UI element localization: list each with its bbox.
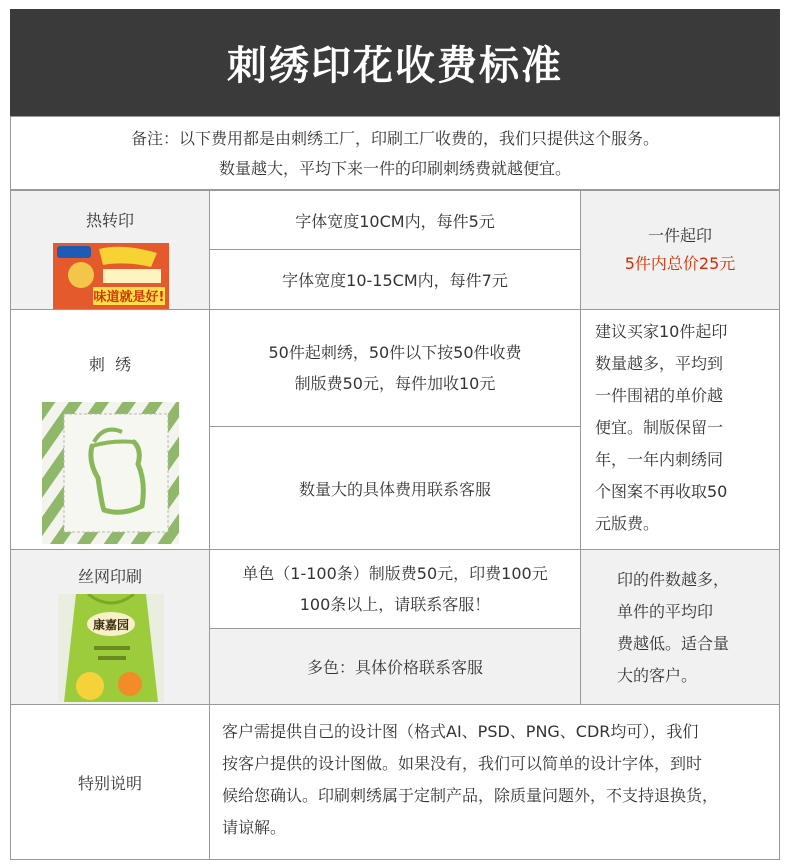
note-box bbox=[10, 116, 780, 190]
heat-transfer-min-order: 一件起印 bbox=[647, 226, 712, 245]
screen-print-sample-image bbox=[58, 594, 164, 702]
screen-print-advice-line: 大的客户。 bbox=[617, 666, 698, 685]
embroidery-label-cell bbox=[10, 309, 210, 550]
page-title: 刺绣印花收费标准 bbox=[227, 42, 563, 89]
special-notes-cell bbox=[209, 704, 780, 860]
special-label-cell bbox=[10, 704, 210, 860]
screen-print-price-1-line-1: 单色（1-100条）制版费50元，印费100元 bbox=[242, 564, 548, 583]
screen-print-price-1 bbox=[209, 549, 581, 629]
heat-transfer-label: 热转印 bbox=[85, 211, 134, 230]
screen-print-advice-line: 单件的平均印 bbox=[617, 602, 714, 621]
embroidery-advice-line: 便宜。制版保留一 bbox=[595, 418, 724, 437]
screen-print-price-2-text: 多色：具体价格联系客服 bbox=[306, 658, 483, 677]
special-notes-line: 请谅解。 bbox=[222, 818, 287, 837]
heat-transfer-sample-text: 味道就是好! bbox=[93, 290, 165, 305]
screen-print-advice-line: 费越低。适合量 bbox=[617, 634, 730, 653]
special-notes-line: 按客户提供的设计图做。如果没有，我们可以简单的设计字体，到时 bbox=[222, 754, 703, 773]
screen-print-advice-cell bbox=[580, 549, 780, 705]
heat-transfer-price-2 bbox=[209, 249, 581, 310]
heat-transfer-label-cell bbox=[10, 190, 210, 310]
special-notes-line: 候给您确认。印刷刺绣属于定制产品，除质量问题外，不支持退换货， bbox=[222, 786, 719, 805]
embroidery-price-2 bbox=[209, 426, 581, 550]
special-notes-line: 客户需提供自己的设计图（格式AI、PSD、PNG、CDR均可），我们 bbox=[222, 722, 699, 741]
embroidery-advice-line: 数量越多，平均到 bbox=[595, 354, 724, 373]
embroidery-advice-line: 元版费。 bbox=[595, 514, 660, 533]
embroidery-advice-cell bbox=[580, 309, 780, 550]
heat-transfer-price-1 bbox=[209, 190, 581, 250]
heat-transfer-price-1-text: 字体宽度10CM内，每件5元 bbox=[295, 211, 495, 231]
embroidery-price-1 bbox=[209, 309, 581, 427]
note-line-1: 备注：以下费用都是由刺绣工厂，印刷工厂收费的，我们只提供这个服务。 bbox=[130, 129, 659, 148]
screen-print-label-cell bbox=[10, 549, 210, 705]
screen-print-advice bbox=[617, 564, 729, 692]
embroidery-advice-line: 个图案不再收取50 bbox=[595, 482, 728, 501]
embroidery-price-1-line-2: 制版费50元，每件加收10元 bbox=[294, 374, 496, 393]
heat-transfer-min-cell bbox=[580, 190, 780, 310]
special-notes bbox=[222, 716, 718, 844]
embroidery-label: 刺 绣 bbox=[88, 355, 132, 374]
page-header bbox=[10, 9, 780, 116]
screen-print-advice-line: 印的件数越多， bbox=[617, 570, 730, 589]
embroidery-advice bbox=[595, 316, 727, 540]
screen-print-price-2 bbox=[209, 628, 581, 705]
heat-transfer-price-2-text: 字体宽度10-15CM内，每件7元 bbox=[282, 271, 508, 290]
embroidery-advice-line: 一件围裙的单价越 bbox=[595, 386, 724, 405]
screen-print-sample-text: 康嘉园 bbox=[92, 618, 130, 632]
heat-transfer-sample-image bbox=[53, 243, 169, 309]
screen-print-price-1-line-2: 100条以上，请联系客服！ bbox=[299, 595, 491, 614]
embroidery-advice-line: 年，一年内刺绣同 bbox=[595, 450, 724, 469]
embroidery-sample-image bbox=[42, 402, 179, 544]
note-line-2: 数量越大，平均下来一件的印刷刺绣费就越便宜。 bbox=[218, 159, 571, 178]
embroidery-advice-line: 建议买家10件起印 bbox=[595, 322, 728, 341]
embroidery-price-1-line-1: 50件起刺绣，50件以下按50件收费 bbox=[268, 343, 522, 362]
screen-print-label: 丝网印刷 bbox=[77, 567, 142, 586]
heat-transfer-min-total: 5件内总价25元 bbox=[624, 254, 736, 273]
special-label: 特别说明 bbox=[77, 773, 142, 793]
embroidery-price-2-text: 数量大的具体费用联系客服 bbox=[298, 479, 491, 499]
